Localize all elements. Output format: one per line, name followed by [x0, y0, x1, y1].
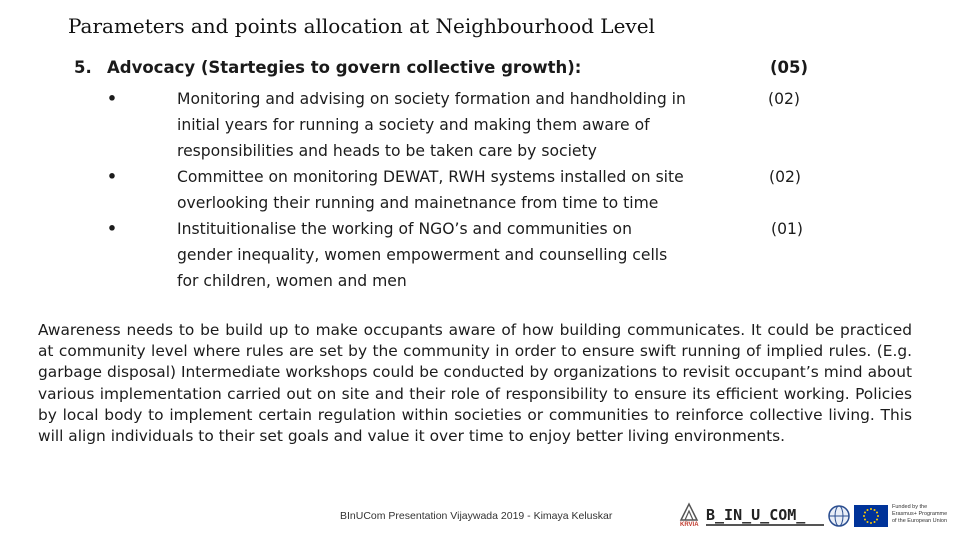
bullet-line: overlooking their running and mainetnance from time to time — [177, 194, 659, 212]
bullet-line: gender inequality, women empowerment and counselling cells — [177, 246, 668, 264]
bullet-points: (01) — [771, 220, 804, 238]
bullet-item — [74, 86, 834, 164]
globe-icon — [828, 505, 850, 527]
bullet-text — [177, 164, 722, 216]
bullet-text — [177, 216, 722, 294]
bullet-line: Instituitionalise the working of NGO’s and communities on — [177, 220, 632, 238]
section-number: 5. — [74, 58, 92, 77]
bullet-item — [74, 164, 834, 216]
krvia-label: KRVIA — [680, 522, 699, 528]
section-title: Advocacy (Startegies to govern collective growth): — [107, 58, 582, 77]
bullet-icon: • — [107, 90, 117, 108]
eu-funding-text: Funded by the Erasmus+ Programme of the European Union — [892, 504, 948, 524]
footer-text: BInUCom Presentation Vijaywada 2019 - Kimaya Keluskar — [340, 510, 613, 522]
bullet-line: responsibilities and heads to be taken care by society — [177, 142, 597, 160]
advocacy-section — [74, 58, 834, 294]
binucom-logo: B_IN_U_COM_ — [706, 506, 806, 524]
binucom-underline — [706, 524, 824, 526]
section-heading — [74, 58, 834, 82]
bullet-line: Committee on monitoring DEWAT, RWH systems installed on site — [177, 168, 684, 186]
bullet-text — [177, 86, 722, 164]
page-title: Parameters and points allocation at Neighbourhood Level — [68, 14, 655, 38]
section-points: (05) — [770, 58, 809, 77]
bullet-item — [74, 216, 834, 294]
eu-flag-icon — [854, 505, 888, 527]
bullet-line: Monitoring and advising on society formation and handholding in — [177, 90, 686, 108]
body-paragraph: Awareness needs to be build up to make occupants aware of how building communicates. It could be practiced at community level where rules are set by the community in order to ensure swift running of implied rules. (E.g. garbage disposal) Intermediate workshops could be conducted by organizations to revisit occupant’s mind about various implementation carried out on site and their role of responsibility to ensure its efficient working. Policies by local body to implement certain regulation within societies or communities to reinforce collective living. This will align individuals to their set goals and value it over time to enjoy better living environments. — [38, 321, 912, 446]
bullet-icon: • — [107, 168, 117, 186]
bullet-points: (02) — [769, 168, 802, 186]
bullet-line: initial years for running a society and making them aware of — [177, 116, 650, 134]
bullet-points: (02) — [768, 90, 801, 108]
bullet-line: for children, women and men — [177, 272, 407, 290]
bullet-icon: • — [107, 220, 117, 238]
